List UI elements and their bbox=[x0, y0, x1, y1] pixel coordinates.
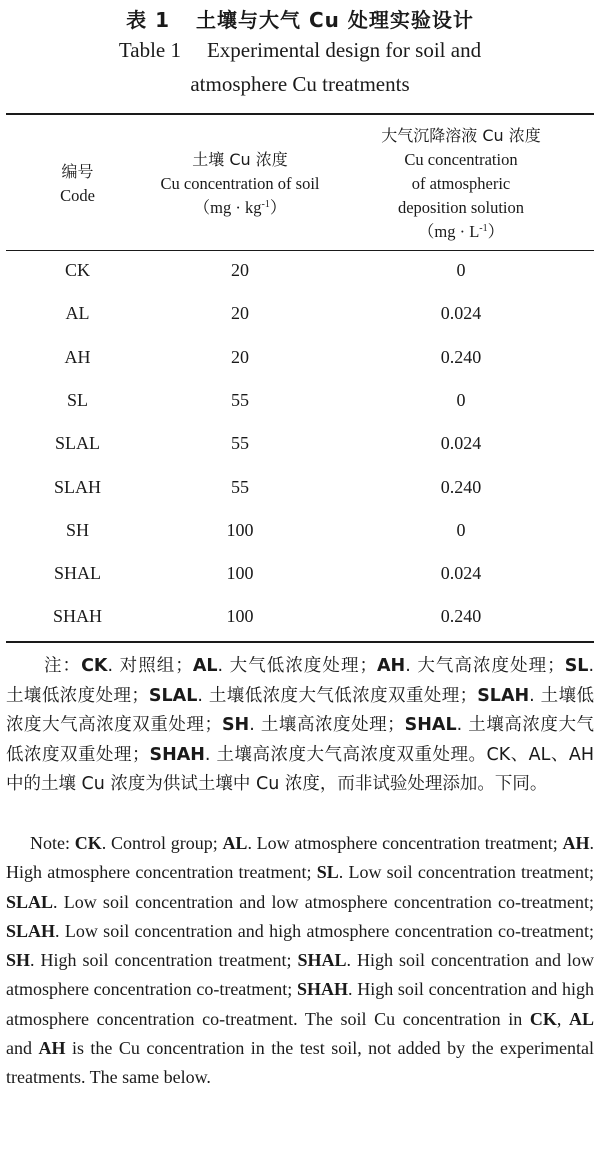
table-row bbox=[0, 606, 600, 649]
note-key: SLAH bbox=[477, 685, 530, 706]
note-text: . 土壤低浓度大气高浓度双重处理； bbox=[6, 685, 595, 735]
note-text: . Control group; bbox=[101, 833, 223, 853]
header-code-zh: 编号 bbox=[61, 162, 94, 181]
table-row bbox=[0, 390, 600, 433]
header-atm-unit-sup: -1 bbox=[479, 223, 488, 234]
note-key: SH bbox=[6, 950, 31, 971]
note-key: CK bbox=[74, 833, 102, 853]
header-soil-unit-close: ） bbox=[269, 198, 287, 217]
note-text: . 土壤低浓度处理； bbox=[6, 656, 595, 706]
table-number-zh: 表 1 bbox=[126, 8, 171, 32]
note-tail: is the Cu concentration in the test soil, not added by the experimental treatments. The same below. bbox=[6, 1038, 594, 1088]
note-key: SH bbox=[221, 715, 250, 735]
note-tail: , bbox=[556, 1008, 569, 1029]
note-key: AH bbox=[38, 1038, 66, 1059]
note-text: . 大气高浓度处理； bbox=[405, 656, 565, 676]
note-key: SHAH bbox=[149, 744, 205, 765]
note-text: . 土壤高浓度大气低浓度双重处理； bbox=[6, 715, 595, 765]
cell-soil-cu: 20 bbox=[231, 303, 249, 324]
table-top-rule bbox=[6, 113, 594, 115]
cell-code: SLAL bbox=[55, 433, 100, 454]
cell-soil-cu: 20 bbox=[231, 346, 249, 367]
note-key: AL bbox=[568, 1008, 594, 1029]
note-tail: The soil Cu concentration in bbox=[304, 1008, 530, 1029]
cell-code: AL bbox=[65, 303, 90, 324]
header-soil-zh: 土壤 Cu 浓度 bbox=[192, 150, 288, 169]
cell-atm-cu: 0.240 bbox=[440, 476, 482, 497]
note-text: . 对照组； bbox=[107, 656, 193, 676]
header-atm-unit-text: （mg · L bbox=[417, 222, 480, 241]
note-text: . Low soil concentration and low atmosphere concentration co-treatment; bbox=[53, 891, 594, 912]
note-key: CK bbox=[81, 656, 108, 676]
note-text: . 大气低浓度处理； bbox=[217, 656, 377, 676]
cell-code: SH bbox=[65, 519, 89, 540]
cell-soil-cu: 55 bbox=[231, 476, 249, 497]
cell-code: AH bbox=[64, 346, 91, 367]
cell-atm-cu: 0 bbox=[456, 519, 466, 540]
note-text: . High atmosphere concentration treatment; bbox=[6, 833, 595, 883]
table-title-zh bbox=[0, 4, 600, 33]
table-row bbox=[0, 303, 600, 346]
header-atm-unit bbox=[330, 220, 592, 244]
header-soil-unit bbox=[120, 196, 360, 220]
note-key: AL bbox=[192, 656, 218, 676]
cell-atm-cu: 0.240 bbox=[440, 346, 482, 367]
cell-code: SLAH bbox=[53, 476, 101, 497]
table-row bbox=[0, 433, 600, 476]
note-tail: CK、AL、AH 中的土壤 Cu 浓度为供试土壤中 Cu 浓度，而非试验处理添加。下同。 bbox=[6, 744, 595, 794]
cell-code: SL bbox=[66, 389, 88, 410]
header-atm-en2: of atmospheric bbox=[411, 174, 511, 193]
header-code bbox=[20, 160, 135, 208]
note-key: AL bbox=[222, 833, 248, 853]
header-soil-en: Cu concentration of soil bbox=[160, 174, 320, 193]
table-title-en-line2: atmosphere Cu treatments bbox=[190, 72, 410, 96]
cell-code: CK bbox=[64, 260, 90, 280]
note-key: SHAL bbox=[297, 950, 347, 971]
note-text: . High soil concentration and high atmosphere concentration co-treatment. bbox=[6, 979, 595, 1029]
header-atm-en1: Cu concentration bbox=[404, 150, 518, 169]
note-zh bbox=[6, 652, 594, 800]
cell-soil-cu: 20 bbox=[231, 260, 249, 280]
header-soil-cu bbox=[120, 148, 360, 220]
header-atm-cu bbox=[330, 124, 592, 244]
table-row bbox=[0, 520, 600, 563]
note-key: SLAL bbox=[6, 891, 54, 912]
note-text: . High soil concentration and low atmosphere concentration co-treatment; bbox=[6, 950, 594, 1000]
note-en bbox=[6, 829, 594, 1093]
note-key: SLAL bbox=[148, 685, 198, 706]
note-key: CK bbox=[529, 1008, 557, 1029]
header-code-en: Code bbox=[60, 186, 95, 205]
header-atm-unit-close: ） bbox=[487, 222, 505, 241]
table-row bbox=[0, 260, 600, 303]
table-title-en-text1: Experimental design for soil and bbox=[206, 38, 482, 62]
cell-atm-cu: 0.024 bbox=[440, 433, 482, 454]
cell-atm-cu: 0.024 bbox=[440, 563, 482, 584]
cell-atm-cu: 0.240 bbox=[440, 606, 482, 627]
note-text: . 土壤低浓度大气低浓度双重处理； bbox=[197, 685, 478, 706]
note-text: . Low atmosphere concentration treatment; bbox=[247, 833, 563, 853]
note-key: AH bbox=[562, 833, 590, 853]
table-row bbox=[0, 347, 600, 390]
note-text: . High soil concentration treatment; bbox=[30, 950, 298, 971]
table-header-rule bbox=[6, 250, 594, 251]
note-key: SL bbox=[564, 656, 589, 676]
cell-code: SHAH bbox=[52, 606, 102, 627]
cell-atm-cu: 0 bbox=[456, 389, 466, 410]
table-row bbox=[0, 477, 600, 520]
note-text: . Low soil concentration treatment; bbox=[338, 862, 594, 883]
cell-soil-cu: 100 bbox=[226, 563, 254, 584]
note-text: . Low soil concentration and high atmosphere concentration co-treatment; bbox=[55, 920, 594, 941]
cell-soil-cu: 55 bbox=[231, 433, 249, 454]
note-key: SL bbox=[316, 862, 339, 883]
header-atm-zh: 大气沉降溶液 Cu 浓度 bbox=[381, 126, 541, 145]
table-row bbox=[0, 563, 600, 606]
cell-atm-cu: 0 bbox=[456, 260, 466, 280]
cell-soil-cu: 100 bbox=[226, 519, 254, 540]
note-key: AH bbox=[377, 656, 406, 676]
header-soil-unit-sup: -1 bbox=[261, 199, 270, 210]
table-title-zh-text: 土壤与大气 Cu 处理实验设计 bbox=[196, 8, 474, 32]
table-title-en-line1 bbox=[0, 38, 600, 63]
note-text: . 土壤高浓度处理； bbox=[249, 715, 405, 735]
header-soil-unit-text: （mg · kg bbox=[193, 198, 262, 217]
note-key: SHAH bbox=[297, 979, 349, 1000]
cell-soil-cu: 100 bbox=[226, 606, 254, 627]
table-number-en: Table 1 bbox=[118, 38, 181, 62]
note-tail: and bbox=[6, 1038, 39, 1059]
header-atm-en3: deposition solution bbox=[397, 198, 525, 217]
note-prefix: 注： bbox=[44, 656, 82, 676]
note-text: . 土壤高浓度大气高浓度双重处理。 bbox=[204, 744, 487, 765]
note-prefix: Note: bbox=[30, 833, 75, 853]
cell-soil-cu: 55 bbox=[231, 389, 249, 410]
cell-atm-cu: 0.024 bbox=[440, 303, 482, 324]
cell-code: SHAL bbox=[53, 563, 101, 584]
note-key: SHAL bbox=[404, 715, 457, 735]
note-key: SLAH bbox=[6, 920, 56, 941]
